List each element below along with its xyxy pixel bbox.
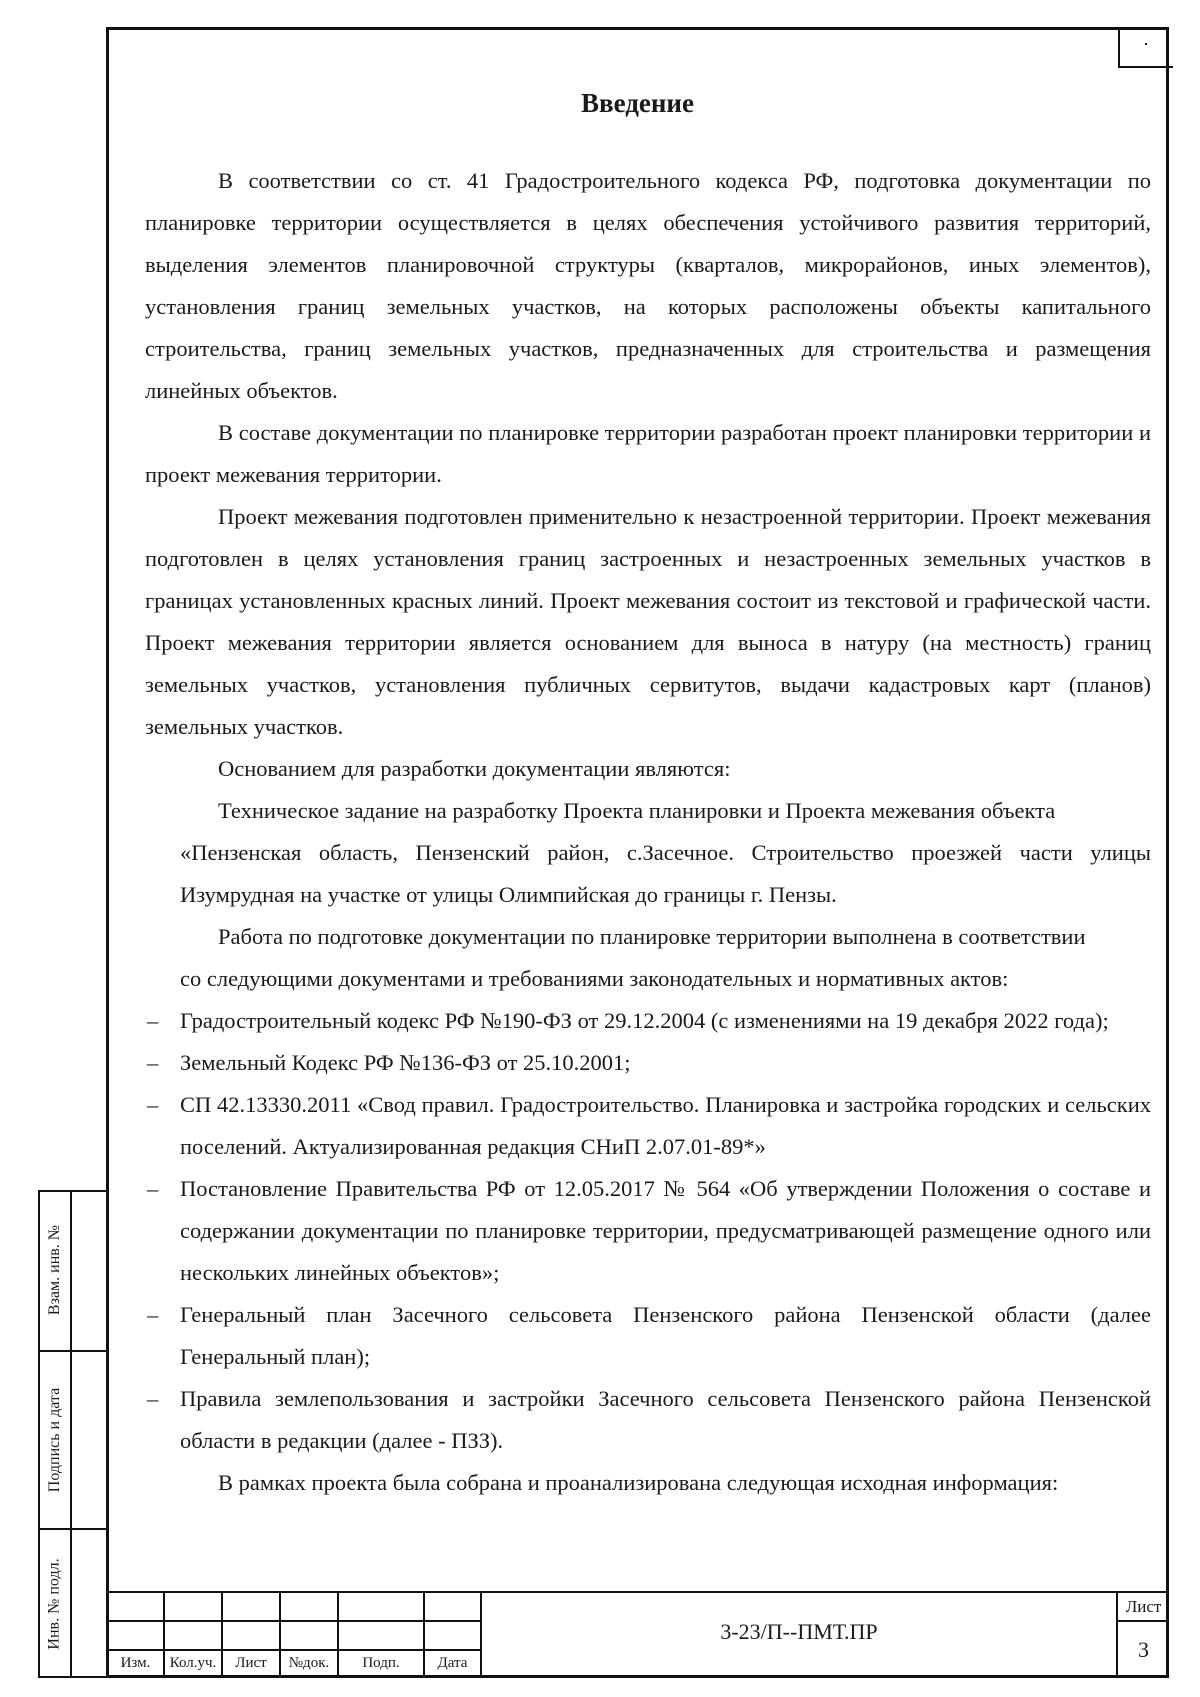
column-label-koluch: Кол.уч. xyxy=(169,1655,217,1671)
column-label-list: Лист xyxy=(235,1655,267,1671)
list-item xyxy=(145,1378,1151,1462)
paragraph: В соответствии со ст. 41 Градостроительного кодекса РФ, подготовка документации по планировке территории осуществляется в целях обеспечения устойчивого развития территорий, выделения элементов планировочной структуры (кварталов, микрорайонов, иных элементов), установления границ земельных участков, на которых расположены объекты капитального строительства, границ земельных участков, предназначенных для строительства и размещения линейных объектов. xyxy=(145,168,1151,403)
list-item-text: Градостроительный кодекс РФ №190-ФЗ от 29.12.2004 (с изменениями на 19 декабря 2022 года); xyxy=(180,1008,1109,1033)
dash-marker: – xyxy=(147,1176,159,1201)
paragraph: «Пензенская область, Пензенский район, с.Засечное. Строительство проезжей части улицы Изумрудная на участке от улицы Олимпийская до границы г. Пензы. xyxy=(180,840,1151,907)
side-label-podpis: Подпись и дата xyxy=(46,1387,63,1493)
side-label-vzam: Взам. инв. № xyxy=(46,1224,64,1316)
column-label-ndok: №док. xyxy=(288,1655,330,1671)
dash-marker: – xyxy=(147,1092,159,1117)
dash-marker: – xyxy=(147,1008,159,1033)
column-label-data: Дата xyxy=(437,1655,468,1671)
dash-marker: – xyxy=(147,1050,159,1075)
paragraph: В составе документации по планировке территории разработан проект планировки территории и проект межевания территории. xyxy=(145,420,1151,487)
paragraph: со следующими документами и требованиями законодательных и нормативных актов: xyxy=(180,966,1009,991)
corner-mark xyxy=(1145,43,1147,45)
document-body xyxy=(145,160,1151,1504)
paragraph: Проект межевания подготовлен применительно к незастроенной территории. Проект межевания подготовлен в целях установления границ застроенных и незастроенных земельных участков в границах установленных красных линий. Проект межевания состоит из текстовой и графической части. Проект межевания территории является основанием для выноса в натуру (на местность) границ земельных участков, установления публичных сервитутов, выдачи кадастровых карт (планов) земельных участков. xyxy=(145,504,1151,739)
sheet-label: Лист xyxy=(1125,1597,1162,1616)
paragraph: Работа по подготовке документации по планировке территории выполнена в соответствии xyxy=(218,924,1086,949)
paragraph: Техническое задание на разработку Проекта планировки и Проекта межевания объекта xyxy=(218,798,1056,823)
dash-marker: – xyxy=(147,1386,159,1411)
column-label-izm: Изм. xyxy=(120,1655,151,1671)
list-item-text: Постановление Правительства РФ от 12.05.2017 № 564 «Об утверждении Положения о составе и содержании документации по планировке территории, предусматривающей размещение одного или нескольких линейных объектов»; xyxy=(180,1176,1151,1285)
dash-marker: – xyxy=(147,1302,159,1327)
document-code: 3-23/П--ПМТ.ПР xyxy=(720,1619,878,1644)
sheet-cell-line xyxy=(1118,1620,1169,1622)
list-item xyxy=(145,1168,1151,1294)
column-label-podp: Подп. xyxy=(362,1655,400,1671)
list-item-text: Правила землепользования и застройки Засечного сельсовета Пензенского района Пензенской области в редакции (далее - ПЗЗ). xyxy=(180,1386,1151,1453)
list-item xyxy=(145,1294,1151,1378)
title-block-top-line xyxy=(106,1591,1169,1593)
paragraph: В рамках проекта была собрана и проанализирована следующая исходная информация: xyxy=(218,1470,1059,1495)
paragraph: Основанием для разработки документации являются: xyxy=(218,756,731,781)
list-item xyxy=(145,1084,1151,1168)
page-title: Введение xyxy=(581,88,694,118)
list-item-text: СП 42.13330.2011 «Свод правил. Градостроительство. Планировка и застройка городских и сельских поселений. Актуализированная редакция СНиП 2.07.01-89*» xyxy=(180,1092,1151,1159)
corner-box xyxy=(1118,27,1173,68)
list-item-text: Генеральный план Засечного сельсовета Пензенского района Пензенской области (далее Генеральный план); xyxy=(180,1302,1151,1369)
side-label-inv: Инв. № подл. xyxy=(46,1558,64,1650)
list-item xyxy=(145,1042,1151,1084)
list-item-text: Земельный Кодекс РФ №136-ФЗ от 25.10.2001; xyxy=(180,1050,631,1075)
sheet-number: 3 xyxy=(1138,1637,1149,1662)
list-item xyxy=(145,1000,1151,1042)
